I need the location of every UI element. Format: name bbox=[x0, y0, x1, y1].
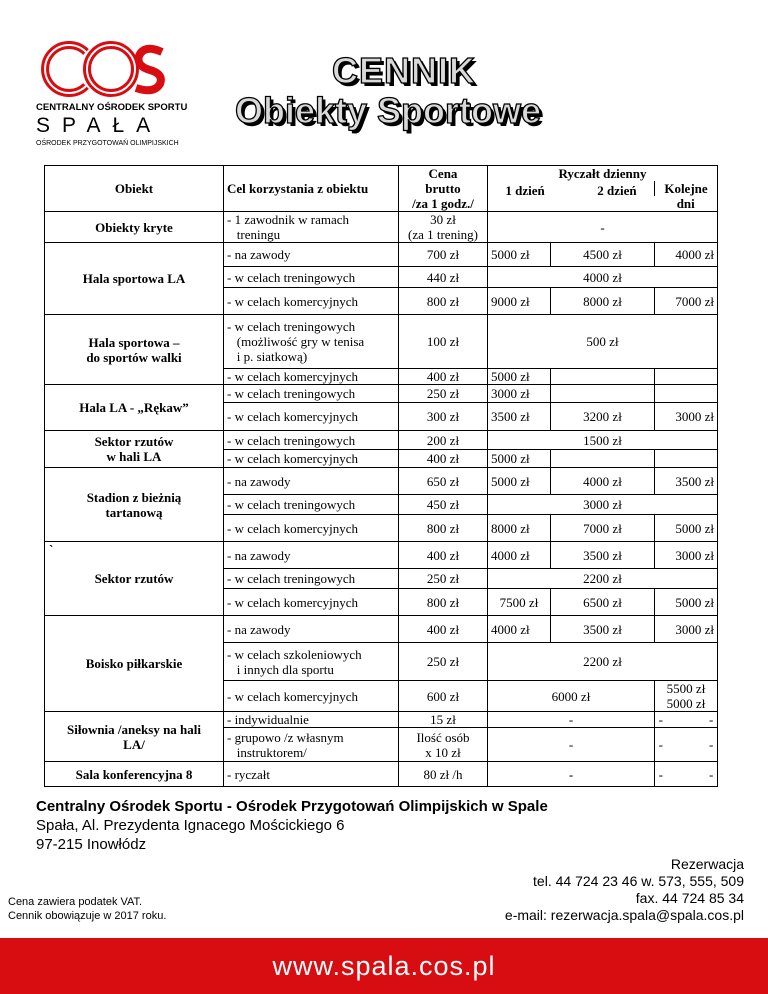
table-cell: 7500 zł bbox=[488, 589, 551, 616]
table-cell bbox=[655, 369, 718, 385]
cell-value: - bbox=[658, 766, 663, 782]
header-cena-brutto: brutto bbox=[399, 181, 488, 196]
obiekt-sektor bbox=[45, 542, 224, 616]
header-dni: dni bbox=[655, 196, 718, 212]
cel-line: treningu bbox=[236, 227, 281, 242]
table-row bbox=[45, 315, 718, 369]
table-cell bbox=[224, 728, 399, 762]
table-row bbox=[45, 712, 718, 728]
reservation-fax: fax. 44 724 85 34 bbox=[635, 890, 744, 906]
obiekt-hala-la: Hala sportowa LA bbox=[45, 243, 224, 315]
table-cell: 800 zł bbox=[399, 515, 488, 542]
cel-line: - grupowo /z własnym bbox=[227, 729, 344, 745]
table-cell: - w celach komercyjnych bbox=[224, 369, 399, 385]
table-cell: - na zawody bbox=[224, 616, 399, 643]
cel-line: i p. siatkową) bbox=[236, 349, 308, 364]
table-cell bbox=[655, 728, 718, 762]
table-cell: - bbox=[488, 728, 655, 762]
table-cell: - w celach komercyjnych bbox=[224, 450, 399, 468]
table-cell: 5000 zł bbox=[488, 243, 551, 267]
table-cell: 1500 zł bbox=[488, 431, 718, 450]
table-cell: 300 zł bbox=[399, 403, 488, 431]
table-cell: 400 zł bbox=[399, 450, 488, 468]
page-title: CENNIK bbox=[332, 50, 477, 91]
obiekt-stadion bbox=[45, 468, 224, 542]
obiekt-boisko: Boisko piłkarskie bbox=[45, 616, 224, 712]
table-cell: 200 zł bbox=[399, 431, 488, 450]
table-cell: 5000 zł bbox=[488, 369, 551, 385]
obiekt-silownia bbox=[45, 712, 224, 762]
price: 30 zł bbox=[430, 212, 456, 227]
table-cell: - w celach treningowych bbox=[224, 495, 399, 515]
table-cell: 250 zł bbox=[399, 643, 488, 681]
table-cell: 5000 zł bbox=[655, 515, 718, 542]
table-cell: - w celach komercyjnych bbox=[224, 589, 399, 616]
reservation-email-link[interactable]: e-mail: rezerwacja.spala@spala.cos.pl bbox=[504, 907, 744, 923]
cel-line: - w celach szkoleniowych bbox=[227, 646, 362, 662]
table-row bbox=[45, 468, 718, 495]
table-cell: - w celach komercyjnych bbox=[224, 288, 399, 315]
vat-note: Cena zawiera podatek VAT. bbox=[8, 896, 143, 908]
cel-line: i innych dla sportu bbox=[236, 661, 334, 677]
table-cell: - w celach komercyjnych bbox=[224, 403, 399, 431]
table-cell bbox=[551, 450, 655, 468]
table-row bbox=[45, 431, 718, 450]
logo-line1: CENTRALNY OŚRODEK SPORTU bbox=[36, 102, 188, 113]
obiekt-name-line: w hali LA bbox=[106, 449, 162, 464]
table-row bbox=[45, 542, 718, 569]
cel-line: - w celach treningowych bbox=[227, 319, 356, 334]
reservation-title: Rezerwacja bbox=[670, 856, 744, 872]
table-cell: 500 zł bbox=[488, 315, 718, 369]
price-table bbox=[44, 165, 718, 787]
header-1dzien: 1 dzień bbox=[505, 183, 545, 198]
table-cell: 5000 zł bbox=[655, 589, 718, 616]
table-row bbox=[45, 385, 718, 403]
table-cell: 4000 zł bbox=[488, 267, 718, 288]
cel-line: instruktorem/ bbox=[236, 744, 307, 760]
table-cell: 7000 zł bbox=[551, 515, 655, 542]
cos-monogram-logo bbox=[36, 34, 186, 104]
table-cell bbox=[655, 712, 718, 728]
table-cell bbox=[224, 643, 399, 681]
table-cell: 3000 zł bbox=[488, 385, 551, 403]
table-cell: 3500 zł bbox=[488, 403, 551, 431]
logo-line2: SPAŁA bbox=[36, 114, 163, 137]
table-cell bbox=[224, 315, 399, 369]
address-line3: 97-215 Inowłódz bbox=[36, 836, 147, 853]
cos-logo bbox=[30, 34, 225, 164]
table-cell: - na zawody bbox=[224, 468, 399, 495]
table-cell bbox=[399, 212, 488, 243]
obiekt-name-line: tartanową bbox=[105, 504, 163, 520]
header-cel: Cel korzystania z obiektu bbox=[224, 166, 399, 212]
header-2dzien: 2 dzień bbox=[597, 183, 637, 198]
table-cell: 8000 zł bbox=[551, 288, 655, 315]
table-cell: 400 zł bbox=[399, 369, 488, 385]
table-cell bbox=[655, 385, 718, 403]
table-cell: 4000 zł bbox=[655, 243, 718, 267]
table-cell: 450 zł bbox=[399, 495, 488, 515]
table-cell: 80 zł /h bbox=[399, 762, 488, 787]
cel-line: - 1 zawodnik w ramach bbox=[227, 212, 350, 227]
table-cell: - na zawody bbox=[224, 243, 399, 267]
table-cell: 4500 zł bbox=[551, 243, 655, 267]
obiekt-kryte: Obiekty kryte bbox=[45, 212, 224, 243]
obiekt-name-line: Sektor rzutów bbox=[94, 571, 174, 586]
table-header-row bbox=[45, 166, 718, 182]
table-cell: 3500 zł bbox=[551, 616, 655, 643]
obiekt-name-line: LA/ bbox=[123, 736, 145, 752]
table-cell bbox=[224, 212, 399, 243]
table-cell: 2200 zł bbox=[488, 569, 718, 589]
table-cell: 400 zł bbox=[399, 616, 488, 643]
cell-value: - bbox=[709, 712, 714, 727]
price: x 10 zł bbox=[425, 744, 461, 760]
obiekt-rekaw: Hala LA - „Rękaw” bbox=[45, 385, 224, 431]
table-cell: 250 zł bbox=[399, 385, 488, 403]
stray-mark: ` bbox=[49, 542, 54, 557]
table-row bbox=[45, 762, 718, 787]
cell-value: 5500 zł bbox=[666, 681, 706, 696]
address-line2: Spała, Al. Prezydenta Ignacego Mościckiego 6 bbox=[36, 817, 345, 834]
table-cell: - w celach treningowych bbox=[224, 569, 399, 589]
table-cell: 3000 zł bbox=[655, 542, 718, 569]
table-cell: 440 zł bbox=[399, 267, 488, 288]
table-cell: 15 zł bbox=[399, 712, 488, 728]
table-cell: - w celach treningowych bbox=[224, 385, 399, 403]
table-cell: 5000 zł bbox=[488, 468, 551, 495]
address-line1: Centralny Ośrodek Sportu - Ośrodek Przygotowań Olimpijskich w Spale bbox=[36, 798, 548, 815]
cell-value: - bbox=[658, 712, 663, 727]
table-cell: 250 zł bbox=[399, 569, 488, 589]
table-cell: 3200 zł bbox=[551, 403, 655, 431]
cel-line: (możliwość gry w tenisa bbox=[236, 334, 365, 349]
table-cell: 4000 zł bbox=[488, 542, 551, 569]
table-cell: 800 zł bbox=[399, 288, 488, 315]
website-link[interactable]: www.spala.cos.pl bbox=[272, 951, 496, 981]
table-cell: 2200 zł bbox=[488, 643, 718, 681]
table-row bbox=[45, 243, 718, 267]
address-block bbox=[36, 797, 548, 854]
table-cell bbox=[655, 450, 718, 468]
cell-value: - bbox=[658, 737, 663, 752]
table-cell bbox=[399, 728, 488, 762]
table-cell: 9000 zł bbox=[488, 288, 551, 315]
table-row bbox=[45, 616, 718, 643]
table-cell: - w celach komercyjnych bbox=[224, 681, 399, 712]
cell-value: 5000 zł bbox=[666, 696, 706, 711]
table-cell: 100 zł bbox=[399, 315, 488, 369]
table-cell: 3000 zł bbox=[655, 616, 718, 643]
obiekt-sektor-hala bbox=[45, 431, 224, 468]
table-cell: 4000 zł bbox=[488, 616, 551, 643]
table-cell: 800 zł bbox=[399, 589, 488, 616]
table-cell: 650 zł bbox=[399, 468, 488, 495]
table-cell: - na zawody bbox=[224, 542, 399, 569]
cell-value: - bbox=[709, 766, 714, 782]
header-cena: Cena bbox=[399, 166, 488, 182]
obiekt-hala-walki bbox=[45, 315, 224, 385]
table-cell: - ryczałt bbox=[224, 762, 399, 787]
table-cell: - indywidualnie bbox=[224, 712, 399, 728]
table-cell: 3000 zł bbox=[655, 403, 718, 431]
obiekt-name-line: do sportów walki bbox=[86, 349, 182, 365]
table-cell: 600 zł bbox=[399, 681, 488, 712]
table-cell: - w celach treningowych bbox=[224, 431, 399, 450]
table-cell: 6000 zł bbox=[488, 681, 655, 712]
table-cell: 5000 zł bbox=[488, 450, 551, 468]
obiekt-name-line: Siłownia /aneksy na hali bbox=[66, 721, 202, 737]
table-cell bbox=[551, 385, 655, 403]
header-kolejne: Kolejne bbox=[655, 181, 718, 196]
validity-note: Cennik obowiązuje w 2017 roku. bbox=[8, 910, 167, 922]
cell-value: - bbox=[709, 737, 714, 752]
table-cell: - bbox=[488, 762, 655, 787]
reservation-block bbox=[505, 856, 744, 924]
obiekt-name-line: Hala sportowa – bbox=[88, 334, 180, 350]
price-note: (za 1 trening) bbox=[407, 227, 479, 242]
obiekt-sala: Sala konferencyjna 8 bbox=[45, 762, 224, 787]
table-cell bbox=[655, 762, 718, 787]
table-cell: - w celach komercyjnych bbox=[224, 515, 399, 542]
reservation-tel: tel. 44 724 23 46 w. 573, 555, 509 bbox=[533, 873, 744, 889]
table-cell: 4000 zł bbox=[551, 468, 655, 495]
table-cell bbox=[551, 369, 655, 385]
table-cell: 3000 zł bbox=[488, 495, 718, 515]
price-note bbox=[8, 895, 166, 923]
table-cell: 8000 zł bbox=[488, 515, 551, 542]
header-day-labels bbox=[488, 181, 655, 212]
table-cell: 700 zł bbox=[399, 243, 488, 267]
footer-bar bbox=[0, 938, 768, 994]
header-cena-unit: /za 1 godz./ bbox=[399, 196, 488, 212]
header-ryczalt: Ryczałt dzienny bbox=[488, 166, 718, 182]
obiekt-name-line: Stadion z bieżnią bbox=[86, 489, 182, 505]
table-cell: - bbox=[488, 212, 718, 243]
price: Ilość osób bbox=[416, 729, 470, 745]
table-cell: 400 zł bbox=[399, 542, 488, 569]
obiekt-name-line: Sektor rzutów bbox=[94, 434, 174, 449]
table-cell: 3500 zł bbox=[551, 542, 655, 569]
table-row bbox=[45, 212, 718, 243]
table-cell: 3500 zł bbox=[655, 468, 718, 495]
table-cell bbox=[655, 681, 718, 712]
page-subtitle: Obiekty Sportowe bbox=[235, 90, 542, 131]
header-obiekt: Obiekt bbox=[45, 166, 224, 212]
table-cell: 6500 zł bbox=[551, 589, 655, 616]
logo-line3: OŚRODEK PRZYGOTOWAŃ OLIMPIJSKICH bbox=[36, 140, 179, 147]
table-cell: - w celach treningowych bbox=[224, 267, 399, 288]
table-cell: - bbox=[488, 712, 655, 728]
table-cell: 7000 zł bbox=[655, 288, 718, 315]
